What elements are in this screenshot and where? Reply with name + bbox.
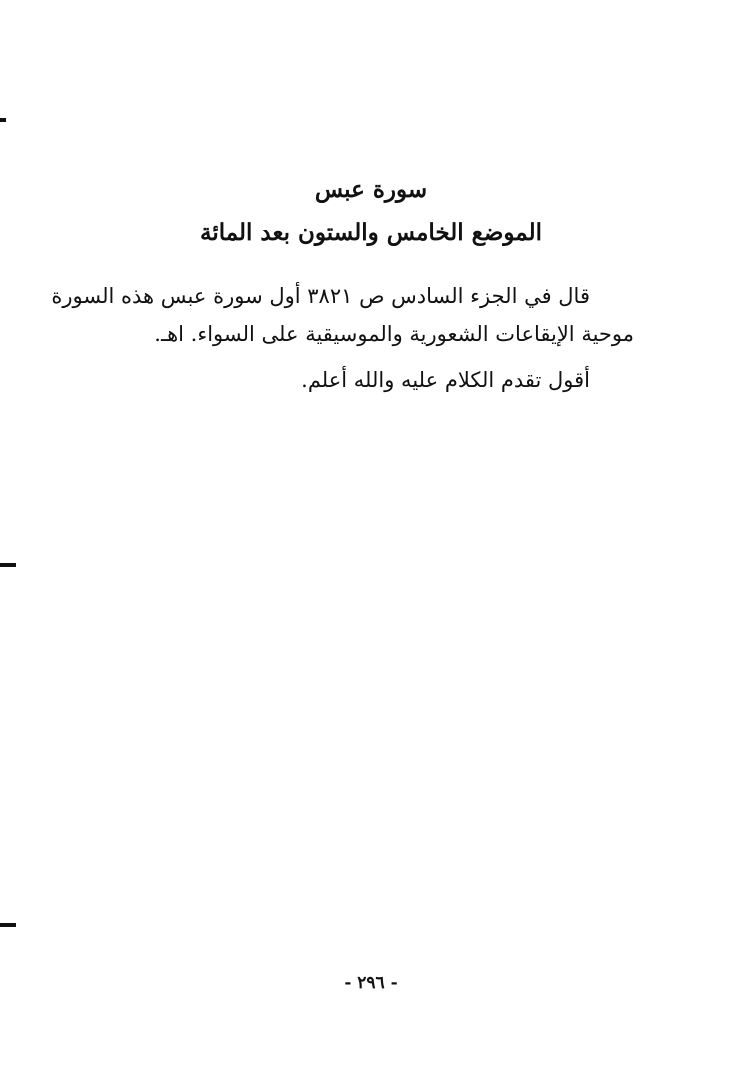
scan-edge-mark: [0, 923, 16, 927]
paragraph-line: أقول تقدم الكلام عليه والله أعلم.: [301, 368, 590, 392]
page-number: - ٢٩٦ -: [344, 973, 398, 993]
scan-edge-mark: [0, 563, 16, 567]
scan-edge-mark: [0, 118, 6, 122]
section-title: الموضع الخامس والستون بعد المائة: [199, 219, 542, 246]
paragraph-line: موحية الإيقاعات الشعورية والموسيقية على السواء. اهـ.: [154, 322, 634, 346]
paragraph-line: قال في الجزء السادس ص ٣٨٢١ أول سورة عبس هذه السورة: [51, 284, 590, 308]
surah-title: سورة عبس: [314, 176, 428, 203]
